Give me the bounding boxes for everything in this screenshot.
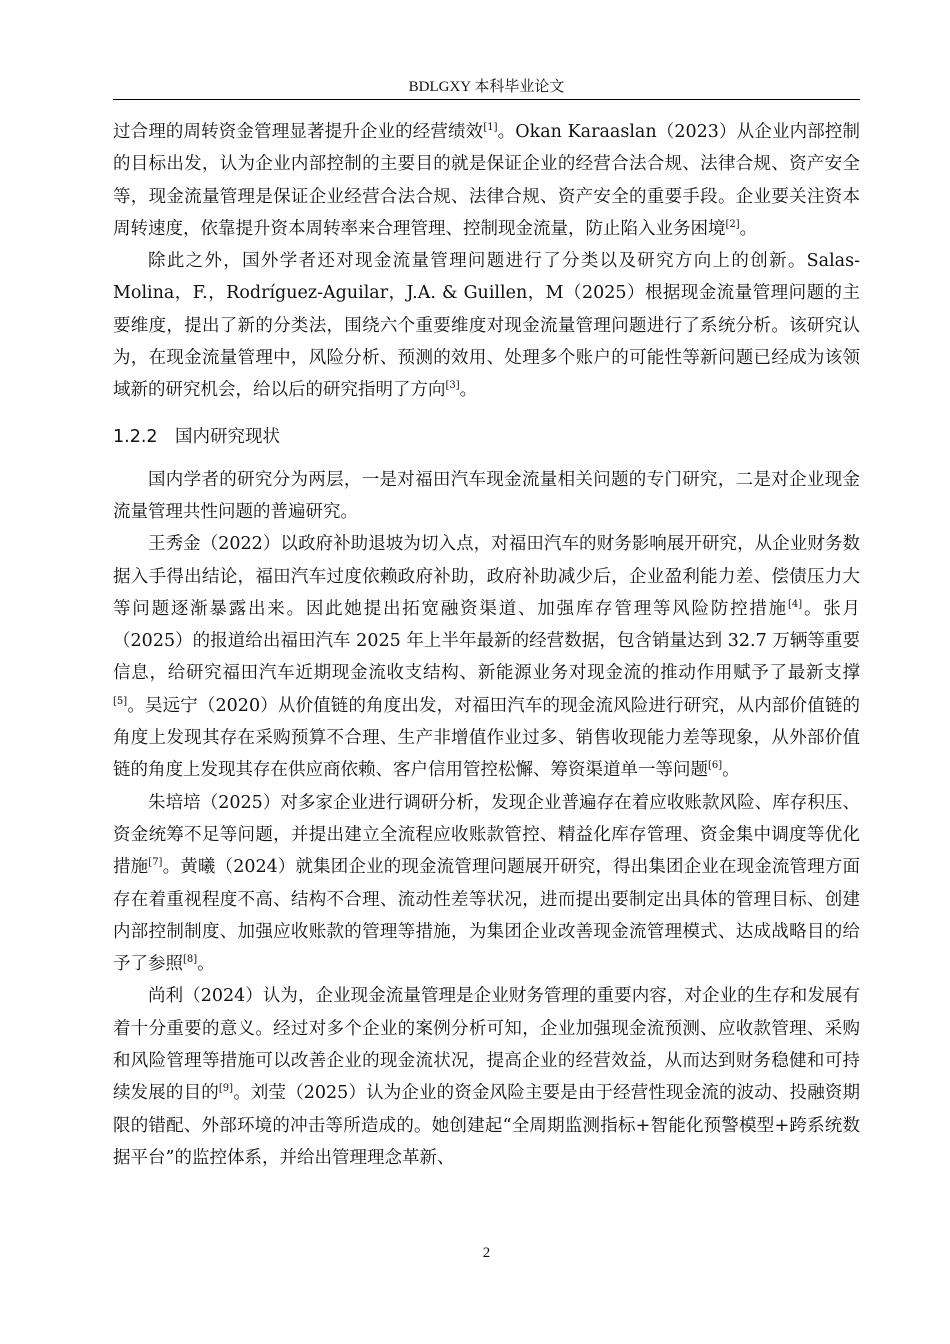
paragraph-text: 国内学者的研究分为两层，一是对福田汽车现金流量相关问题的专门研究，二是对企业现金流量管理共性问题的普遍研究。 (113, 469, 860, 522)
page-number: 2 (482, 1245, 491, 1261)
paragraph-text: 尚利（2024）认为，企业现金流量管理是企业财务管理的重要内容，对企业的生存和发展有着十分重要的意义。经过对多个企业的案例分析可知，企业加强现金流预测、应收款管理、采购和风险管理等措施可以改善企业的现金流状况，提高企业的经营效益，从而达到财务稳健和可持续发展的目的 (113, 986, 860, 1104)
section-heading (113, 425, 860, 449)
paragraph-text: 。Okan Karaaslan（2023）从企业内部控制的目标出发，认为企业内部控制的主要目的就是保证企业的经营合法合规、法律合规、资产安全等，现金流量管理是保证企业经营合法合规、法律合规、资产安全的重要手段。企业要关注资本周转速度，依靠提升资本周转率来合理管理、控制现金流量，防止陷入业务困境 (113, 122, 860, 239)
paragraph (113, 528, 860, 786)
paragraph (113, 116, 860, 245)
paragraph-text: 。 (739, 218, 758, 239)
citation-ref[interactable]: [5] (113, 695, 128, 707)
citation-ref[interactable]: [8] (183, 954, 198, 966)
paragraph-text: 。 (722, 760, 740, 781)
paragraph (113, 464, 860, 529)
paragraph (113, 980, 860, 1174)
paragraph-text: 朱培培（2025）对多家企业进行调研分析，发现企业普遍存在着应收账款风险、库存积压、资金统筹不足等问题，并提出建立全流程应收账款管控、精益化库存管理、资金集中调度等优化措施 (113, 792, 860, 878)
citation-ref[interactable]: [6] (708, 760, 723, 772)
citation-ref[interactable]: [9] (218, 1083, 234, 1095)
header-divider (113, 99, 860, 100)
paragraph-text: 。黄曦（2024）就集团企业的现金流管理问题展开研究，得出集团企业在现金流管理方面存在着重视程度不高、结构不合理、流动性差等状况，进而提出要制定出具体的管理目标、创建内部控制制度、加强应收账款的管理等措施，为集团企业改善现金流管理模式、达成战略目的给予了参照 (113, 857, 860, 975)
paragraph (113, 787, 860, 981)
citation-ref[interactable]: [2] (725, 219, 740, 231)
section-title: 国内研究现状 (175, 426, 280, 447)
paragraph-text: 。张月（2025）的报道给出福田汽车 2025 年上半年最新的经营数据，包含销量达到 32.7 万辆等重要信息，给研究福田汽车近期现金流收支结构、新能源业务对现金流的推动作用赋予了最新支撑 (113, 598, 861, 684)
paragraph-text: 除此之外，国外学者还对现金流量管理问题进行了分类以及研究方向上的创新。Salas-Molina，F.，Rodríguez-Aguilar，J.A. & Guillen，M（2025）根据现金流量管理问题的主要维度，提出了新的分类法，围绕六个重要维度对现金流量管理问题进行了系统分析。该研究认为，在现金流量管理中，风险分析、预测的效用、处理多个账户的可能性等新问题已经成为该领域新的研究机会，给以后的研究指明了方向 (113, 251, 860, 401)
paragraph-text: 。 (197, 954, 215, 975)
paragraph-text: 王秀金（2022）以政府补助退坡为切入点，对福田汽车的财务影响展开研究，从企业财务数据入手得出结论，福田汽车过度依赖政府补助，政府补助减少后，企业盈利能力差、偿债压力大等问题逐渐暴露出来。因此她提出拓宽融资渠道、加强库存管理等风险防控措施 (113, 534, 860, 619)
paragraph (113, 245, 860, 406)
running-header: BDLGXY 本科毕业论文 (408, 79, 565, 95)
citation-ref[interactable]: [1] (483, 122, 498, 134)
paragraph-text: 过合理的周转资金管理显著提升企业的经营绩效 (113, 122, 484, 142)
paragraph-text: 。刘莹（2025）认为企业的资金风险主要是由于经营性现金流的波动、投融资期限的错配、外部环境的冲击等所造成的。她创建起“全周期监测指标+智能化预警模型+跨系统数据平台”的监控体系，并给出管理理念革新、 (113, 1083, 860, 1168)
page-body (113, 116, 860, 1174)
citation-ref[interactable]: [4] (787, 599, 803, 611)
paragraph-text: 。吴远宁（2020）从价值链的角度出发，对福田汽车的现金流风险进行研究，从内部价值链的角度上发现其存在采购预算不合理、生产非增值作业过多、销售收现能力差等现象，从外部价值链的角度上发现其存在供应商依赖、客户信用管控松懈、筹资渠道单一等问题 (113, 695, 860, 781)
citation-ref[interactable]: [7] (148, 857, 163, 869)
section-number: 1.2.2 (113, 426, 158, 447)
paragraph-text: 。 (459, 380, 478, 401)
citation-ref[interactable]: [3] (445, 380, 460, 392)
